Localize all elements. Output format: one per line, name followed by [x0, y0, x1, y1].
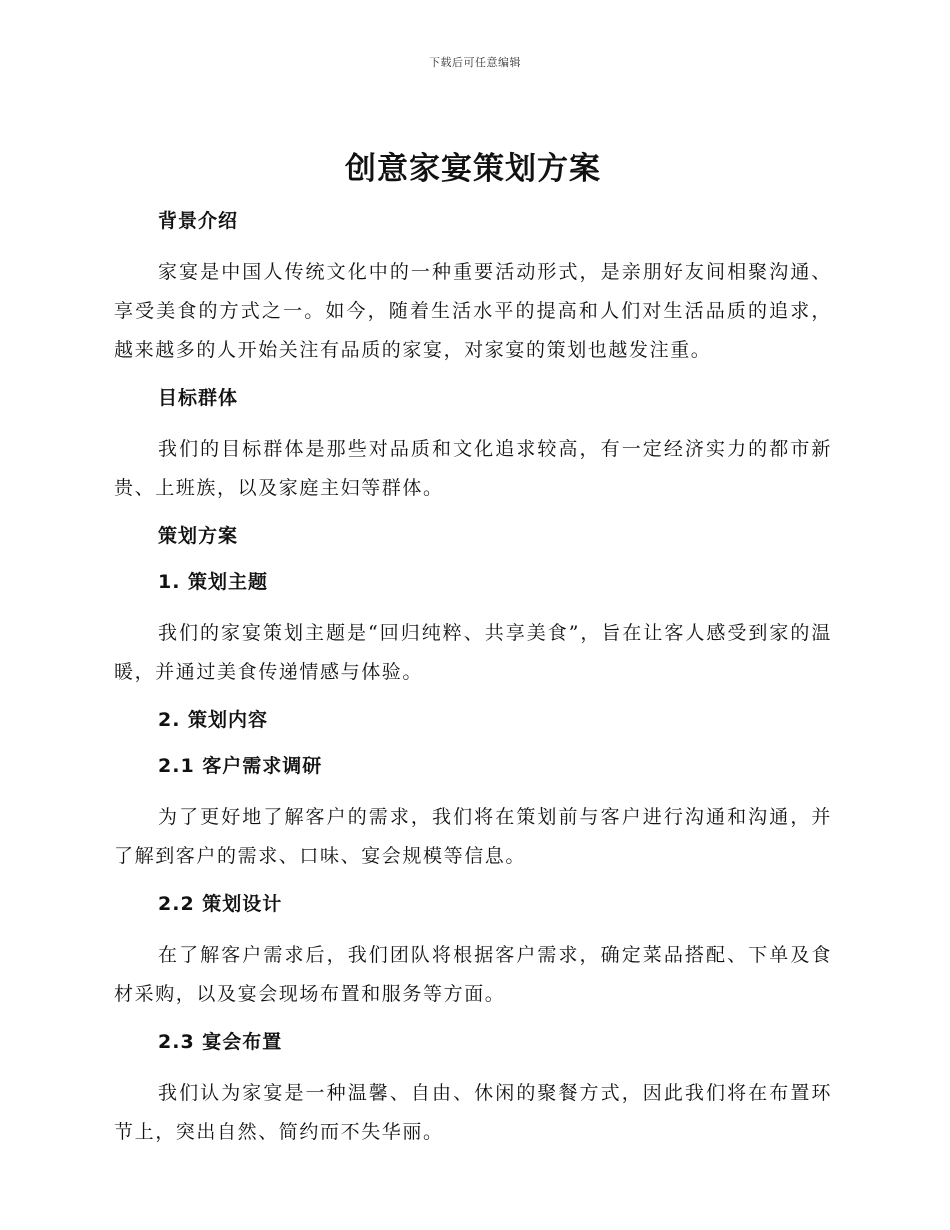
section-heading-background: 背景介绍: [158, 210, 239, 232]
paragraph-customer-research: 为了更好地了解客户的需求，我们将在策划前与客户进行沟通和沟通，并了解到客户的需求、口味、宴会规模等信息。: [114, 806, 832, 867]
subheading-layout: 2.3 宴会布置: [158, 1031, 283, 1053]
paragraph-target-group: 我们的目标群体是那些对品质和文化追求较高，有一定经济实力的都市新贵、上班族，以及家庭主妇等群体。: [114, 438, 832, 499]
subheading-theme: 1. 策划主题: [158, 571, 269, 593]
subheading-design: 2.2 策划设计: [158, 893, 283, 915]
paragraph-design: 在了解客户需求后，我们团队将根据客户需求，确定菜品搭配、下单及食材采购，以及宴会现场布置和服务等方面。: [114, 944, 832, 1005]
paragraph-theme: 我们的家宴策划主题是“回归纯粹、共享美食”，旨在让客人感受到家的温暖，并通过美食传递情感与体验。: [114, 622, 832, 683]
paragraph-background: 家宴是中国人传统文化中的一种重要活动形式，是亲朋好友间相聚沟通、享受美食的方式之一。如今，随着生活水平的提高和人们对生活品质的追求，越来越多的人开始关注有品质的家宴，对家宴的策划也越发注重。: [114, 261, 832, 361]
section-heading-plan: 策划方案: [158, 525, 239, 547]
paragraph-layout: 我们认为家宴是一种温馨、自由、休闲的聚餐方式，因此我们将在布置环节上，突出自然、简约而不失华丽。: [114, 1082, 832, 1143]
section-heading-target-group: 目标群体: [158, 387, 239, 409]
document-title: 创意家宴策划方案: [345, 151, 601, 187]
subheading-content: 2. 策划内容: [158, 709, 269, 731]
subheading-customer-research: 2.1 客户需求调研: [158, 755, 323, 777]
header-note: 下载后可任意编辑: [429, 56, 521, 69]
document-body: [114, 145, 832, 1166]
